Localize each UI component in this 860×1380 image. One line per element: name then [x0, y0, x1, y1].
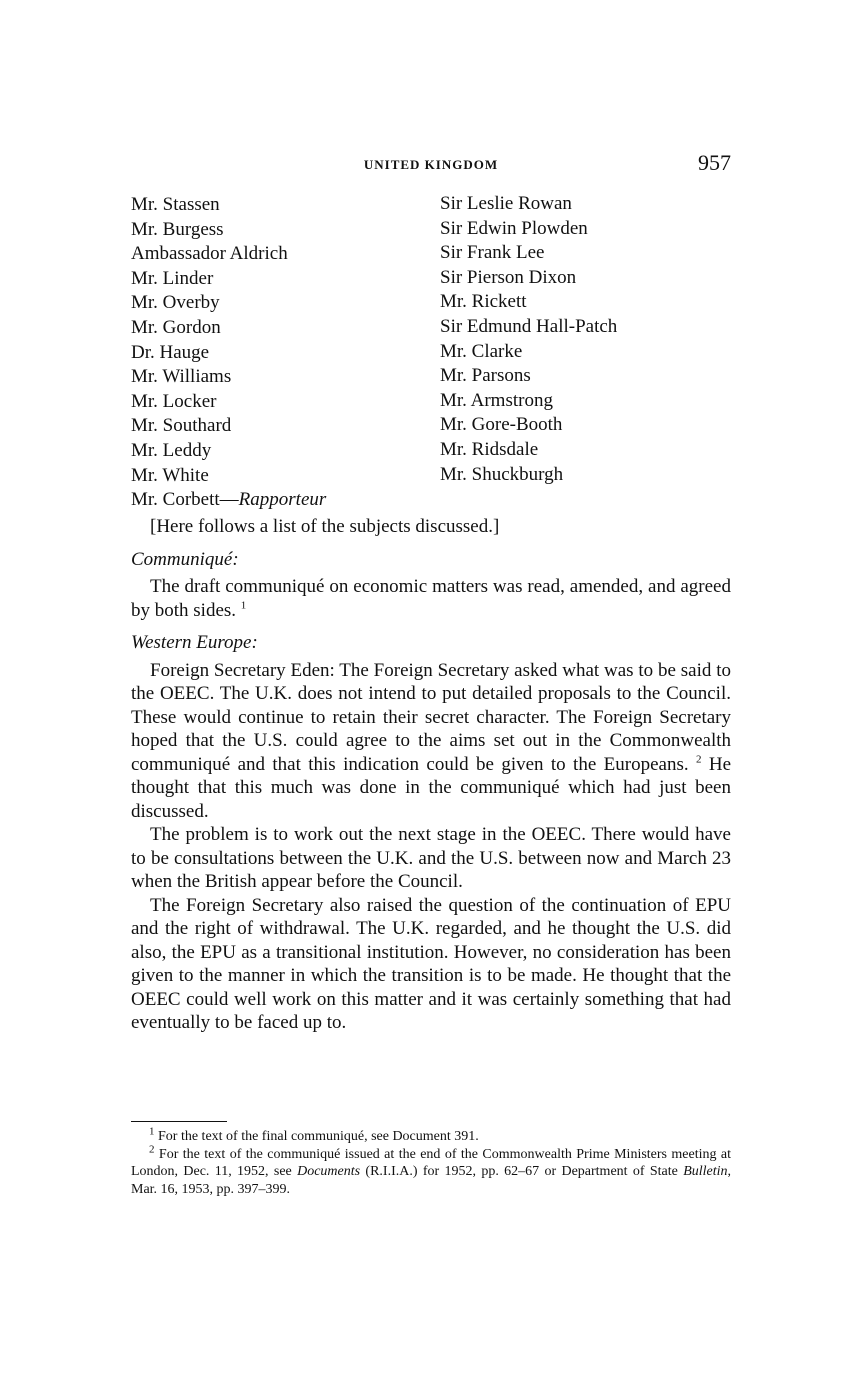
attendee-name: Mr. Overby — [131, 292, 220, 314]
section-heading-western-europe: Western Europe: — [131, 632, 258, 653]
attendee-name: Mr. Gore-Booth — [440, 414, 563, 436]
attendee-name: Sir Frank Lee — [440, 242, 545, 264]
footnote-reference: 2 — [695, 753, 702, 766]
attendee-name: Mr. Leddy — [131, 439, 212, 461]
attendee-name: Mr. Gordon — [131, 316, 221, 338]
attendee-column-us — [131, 193, 326, 513]
footnote-text: For the text of the final communiqué, see Document 391. — [158, 1129, 479, 1144]
footnote-2 — [131, 1142, 732, 1199]
rapporteur-name: Mr. Corbett— — [131, 489, 239, 511]
paragraph-eden — [131, 659, 731, 824]
footnote-italic-title: Documents — [297, 1164, 361, 1179]
paragraph-text: The draft communiqué on economic matters was read, amended, and agreed by both sides. — [131, 576, 731, 621]
attendee-name: Sir Edmund Hall-Patch — [440, 315, 618, 337]
attendee-name: Mr. Southard — [131, 415, 232, 437]
footnote-mark: 1 — [149, 1125, 155, 1138]
attendee-name: Mr. Parsons — [440, 365, 531, 387]
paragraph-text: Foreign Secretary Eden: The Foreign Secretary asked what was to be said to the OEEC. The U.K. does not intend to put detailed proposals to the Council. These would continue to retain their secret character. The Foreign Secretary hoped that the U.S. could agree to the aims set out in the Commonwealth communiqué and that this indication could be given to the Europeans. — [131, 659, 731, 775]
footnote-text: , Mar. 16, 1953, pp. 397–399. — [131, 1164, 732, 1197]
attendee-name: Mr. Armstrong — [440, 389, 553, 411]
editorial-note: [Here follows a list of the subjects discussed.] — [150, 516, 500, 537]
attendee-name: Mr. White — [131, 464, 209, 486]
attendee-name: Mr. Stassen — [131, 194, 220, 215]
page-header — [131, 150, 731, 180]
footnote-1 — [131, 1125, 731, 1146]
paragraph-communique — [131, 575, 731, 622]
section-heading-communique: Communiqué: — [131, 548, 239, 570]
footnote-text: For the text of the communiqué issued at the end of the Commonwealth Prime Ministers meeting at London, Dec. 11, 1952, see — [131, 1146, 732, 1179]
attendee-name: Mr. Burgess — [131, 218, 224, 240]
attendee-name: Mr. Williams — [131, 366, 232, 388]
rapporteur — [131, 488, 326, 513]
footnote-text: (R.I.I.A.) for 1952, pp. 62–67 or Department of State — [365, 1164, 678, 1179]
attendee-name: Mr. Shuckburgh — [440, 463, 564, 485]
running-head: UNITED KINGDOM — [363, 157, 499, 172]
attendee-name: Sir Edwin Plowden — [440, 217, 588, 239]
footnote-reference: 1 — [240, 599, 247, 612]
document-body — [131, 515, 731, 1035]
attendee-column-uk — [440, 192, 617, 487]
footnote-divider — [131, 1121, 227, 1122]
attendee-name: Mr. Linder — [131, 267, 214, 289]
paragraph-next-stage: The problem is to work out the next stage in the OEEC. There would have to be consultations between the U.K. and the U.S. between now and March 23 when the British appear before the Council. — [131, 824, 731, 892]
page-number: 957 — [698, 150, 731, 175]
rapporteur-role: Rapporteur — [238, 489, 327, 511]
footnotes — [131, 1125, 732, 1198]
attendee-name: Mr. Ridsdale — [440, 438, 539, 460]
attendee-name: Mr. Locker — [131, 390, 217, 412]
footnote-mark: 2 — [149, 1142, 155, 1155]
attendee-name: Mr. Rickett — [440, 291, 527, 313]
attendee-name: Ambassador Aldrich — [131, 243, 288, 265]
attendee-name: Mr. Clarke — [440, 340, 523, 362]
footnote-italic-title: Bulletin — [683, 1164, 728, 1179]
paragraph-epu: The Foreign Secretary also raised the question of the continuation of EPU and the right of withdrawal. The U.K. regarded, and he thought the U.S. did also, the EPU as a transitional institution. However, no consideration has been given to the manner in which the transition is to be made. He thought that the OEEC could well work on this matter and it was certainly something that had eventually to be faced up to. — [131, 894, 731, 1033]
paragraph-text: He thought that this much was done in the communiqué which had just been discussed. — [131, 753, 731, 822]
attendee-name: Sir Pierson Dixon — [440, 266, 577, 288]
attendee-name: Dr. Hauge — [131, 341, 210, 363]
attendee-name: Sir Leslie Rowan — [440, 193, 572, 214]
